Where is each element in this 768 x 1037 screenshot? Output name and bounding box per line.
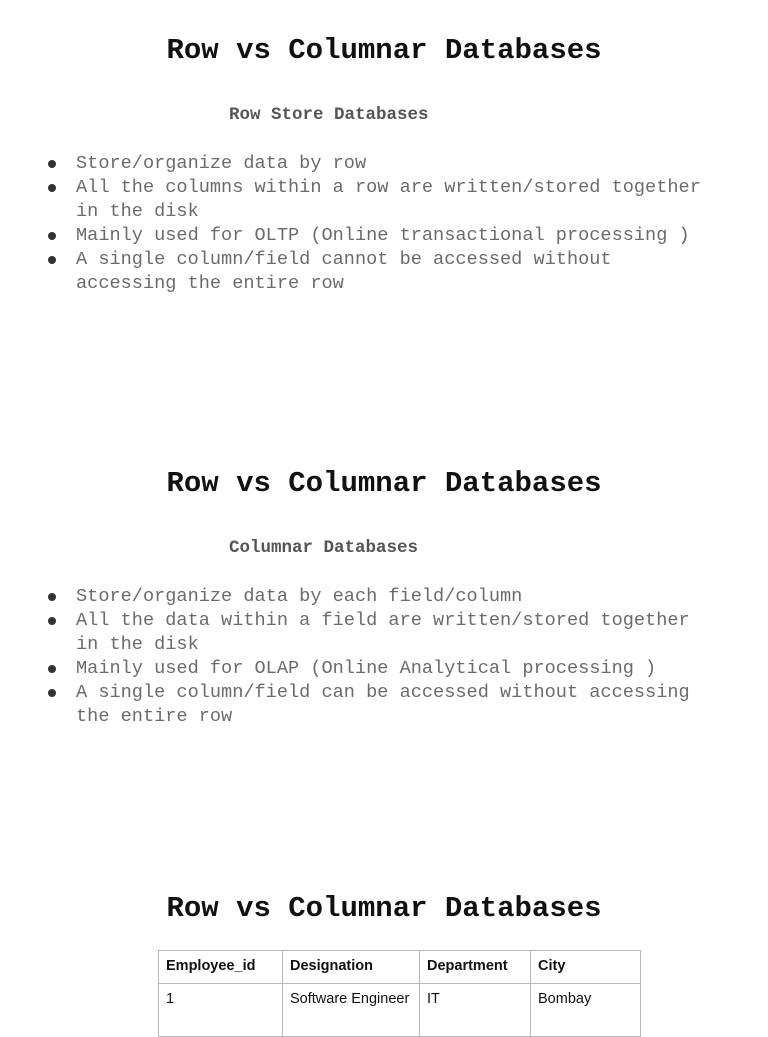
bullet-text: Mainly used for OLAP (Online Analytical processing ): [76, 658, 657, 679]
bullet-text: All the columns within a row are written/stored together in the disk: [76, 177, 701, 222]
table-row: [159, 984, 641, 1037]
bullet-dot-icon: [48, 232, 56, 240]
slide-2-title: Row vs Columnar Databases: [166, 467, 602, 500]
bullet-text: Mainly used for OLTP (Online transactional processing ): [76, 225, 690, 246]
bullet-item: [0, 609, 706, 657]
cell-city: Bombay: [531, 984, 641, 1037]
bullet-dot-icon: [48, 593, 56, 601]
slide-2-subtitle: Columnar Databases: [229, 538, 419, 558]
bullet-dot-icon: [48, 160, 56, 168]
bullet-item: [0, 248, 706, 296]
table-header-row: [159, 951, 641, 984]
cell-designation: Software Engineer: [283, 984, 420, 1037]
slide-1-bullet-list: [0, 152, 706, 296]
bullet-item: [0, 585, 706, 609]
bullet-dot-icon: [48, 665, 56, 673]
bullet-text: All the data within a field are written/stored together in the disk: [76, 610, 690, 655]
bullet-item: [0, 224, 706, 248]
bullet-text: Store/organize data by row: [76, 153, 367, 174]
bullet-text: Store/organize data by each field/column: [76, 586, 523, 607]
bullet-dot-icon: [48, 617, 56, 625]
header-designation: Designation: [283, 951, 420, 984]
bullet-dot-icon: [48, 256, 56, 264]
bullet-item: [0, 657, 706, 681]
bullet-item: [0, 681, 706, 729]
cell-employee-id: 1: [159, 984, 283, 1037]
bullet-text: A single column/field cannot be accessed without accessing the entire row: [76, 249, 612, 294]
bullet-text: A single column/field can be accessed without accessing the entire row: [76, 682, 690, 727]
slide-1-title: Row vs Columnar Databases: [166, 34, 602, 67]
header-department: Department: [420, 951, 531, 984]
bullet-dot-icon: [48, 689, 56, 697]
bullet-item: [0, 152, 706, 176]
cell-department: IT: [420, 984, 531, 1037]
slide-2-bullet-list: [0, 585, 706, 729]
slide-3-title: Row vs Columnar Databases: [166, 892, 602, 925]
bullet-item: [0, 176, 706, 224]
header-city: City: [531, 951, 641, 984]
slide-1-subtitle: Row Store Databases: [229, 105, 429, 125]
bullet-dot-icon: [48, 184, 56, 192]
header-employee-id: Employee_id: [159, 951, 283, 984]
